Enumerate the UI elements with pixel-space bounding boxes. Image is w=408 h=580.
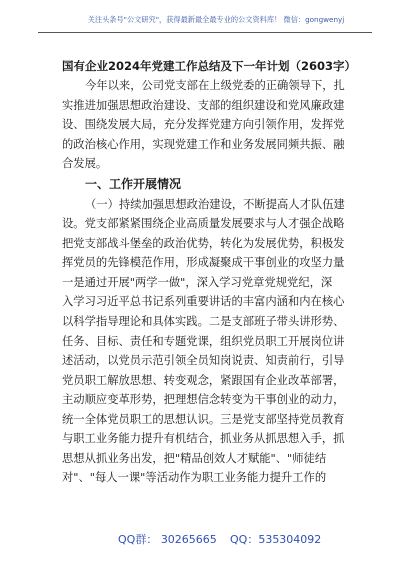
paragraph-line: 入学习习近平总书记系列重要讲话的丰富内涵和内在核心 (62, 295, 345, 309)
document-body (62, 76, 353, 488)
paragraph-line: 把党支部战斗堡垒的政治优势，转化为发展优势，积极发 (62, 236, 345, 250)
qq-group-number: QQ群： 30265665 (118, 533, 217, 546)
paragraph-line: 党员职工解放思想、转变观念，紧跟国有企业改革部署， (62, 373, 345, 387)
paragraph-line: 的政治核心作用，实现党建工作和业务发展同频共振、融 (62, 137, 345, 151)
paragraph-line: 挥党员的先锋模范作用，形成凝聚成干事创业的攻坚力量 (62, 256, 345, 270)
paragraph-line: 设、围绕发展大局，充分发挥党建方向引领作用，发挥党 (62, 118, 345, 132)
paragraph-line: 今年以来，公司党支部在上级党委的正确领导下，扎 (85, 79, 345, 92)
document-title: 国有企业2024年党建工作总结及下一年计划（2603字） (62, 59, 357, 73)
paragraph-line: 一是通过开展"两学一做"，深入学习党章党规党纪，深 (62, 275, 333, 289)
paragraph-line: 对"、"每人一课"等活动作为职工业务能力提升工作的 (62, 471, 327, 485)
paragraph-line: 以科学指导理论和具体实践。二是支部班子带头讲形势、 (62, 315, 345, 329)
header-banner: 关注头条号"公文研究"，获得最新最全最专业的公文资料库！ 微信：gongwenyj (87, 15, 345, 24)
paragraph-line: 合发展。 (62, 157, 108, 171)
paragraph-line: 任务、目标、责任和专题党课，组织党员职工开展岗位讲 (62, 334, 345, 348)
paragraph-line: 实推进加强思想政治建设、支部的组织建设和党风廉政建 (62, 98, 345, 112)
qq-contact-number: QQ：535304092 (230, 533, 322, 546)
paragraph-line: 主动顺应变革形势，把理想信念转变为干事创业的动力， (62, 393, 345, 407)
paragraph-line: 统一全体党员职工的思想认识。三是党支部坚持党员教育 (62, 412, 345, 426)
paragraph-line: 与职工业务能力提升有机结合，抓业务从抓思想入手，抓 (62, 432, 345, 446)
paragraph-line: 思想从抓业务出发，把"精品创效人才赋能"、"师徒结 (62, 451, 327, 465)
paragraph-line: 述活动，以党员示范引领全员知岗说责、知责前行，引导 (62, 354, 345, 368)
paragraph-line: （一）持续加强思想政治建设，不断提高人才队伍建 (85, 197, 345, 211)
paragraph-line: 设。党支部紧紧围绕企业高质量发展要求与人才强企战略 (62, 217, 345, 231)
section-heading: 一、工作开展情况 (85, 176, 182, 191)
header-divider (38, 32, 372, 33)
